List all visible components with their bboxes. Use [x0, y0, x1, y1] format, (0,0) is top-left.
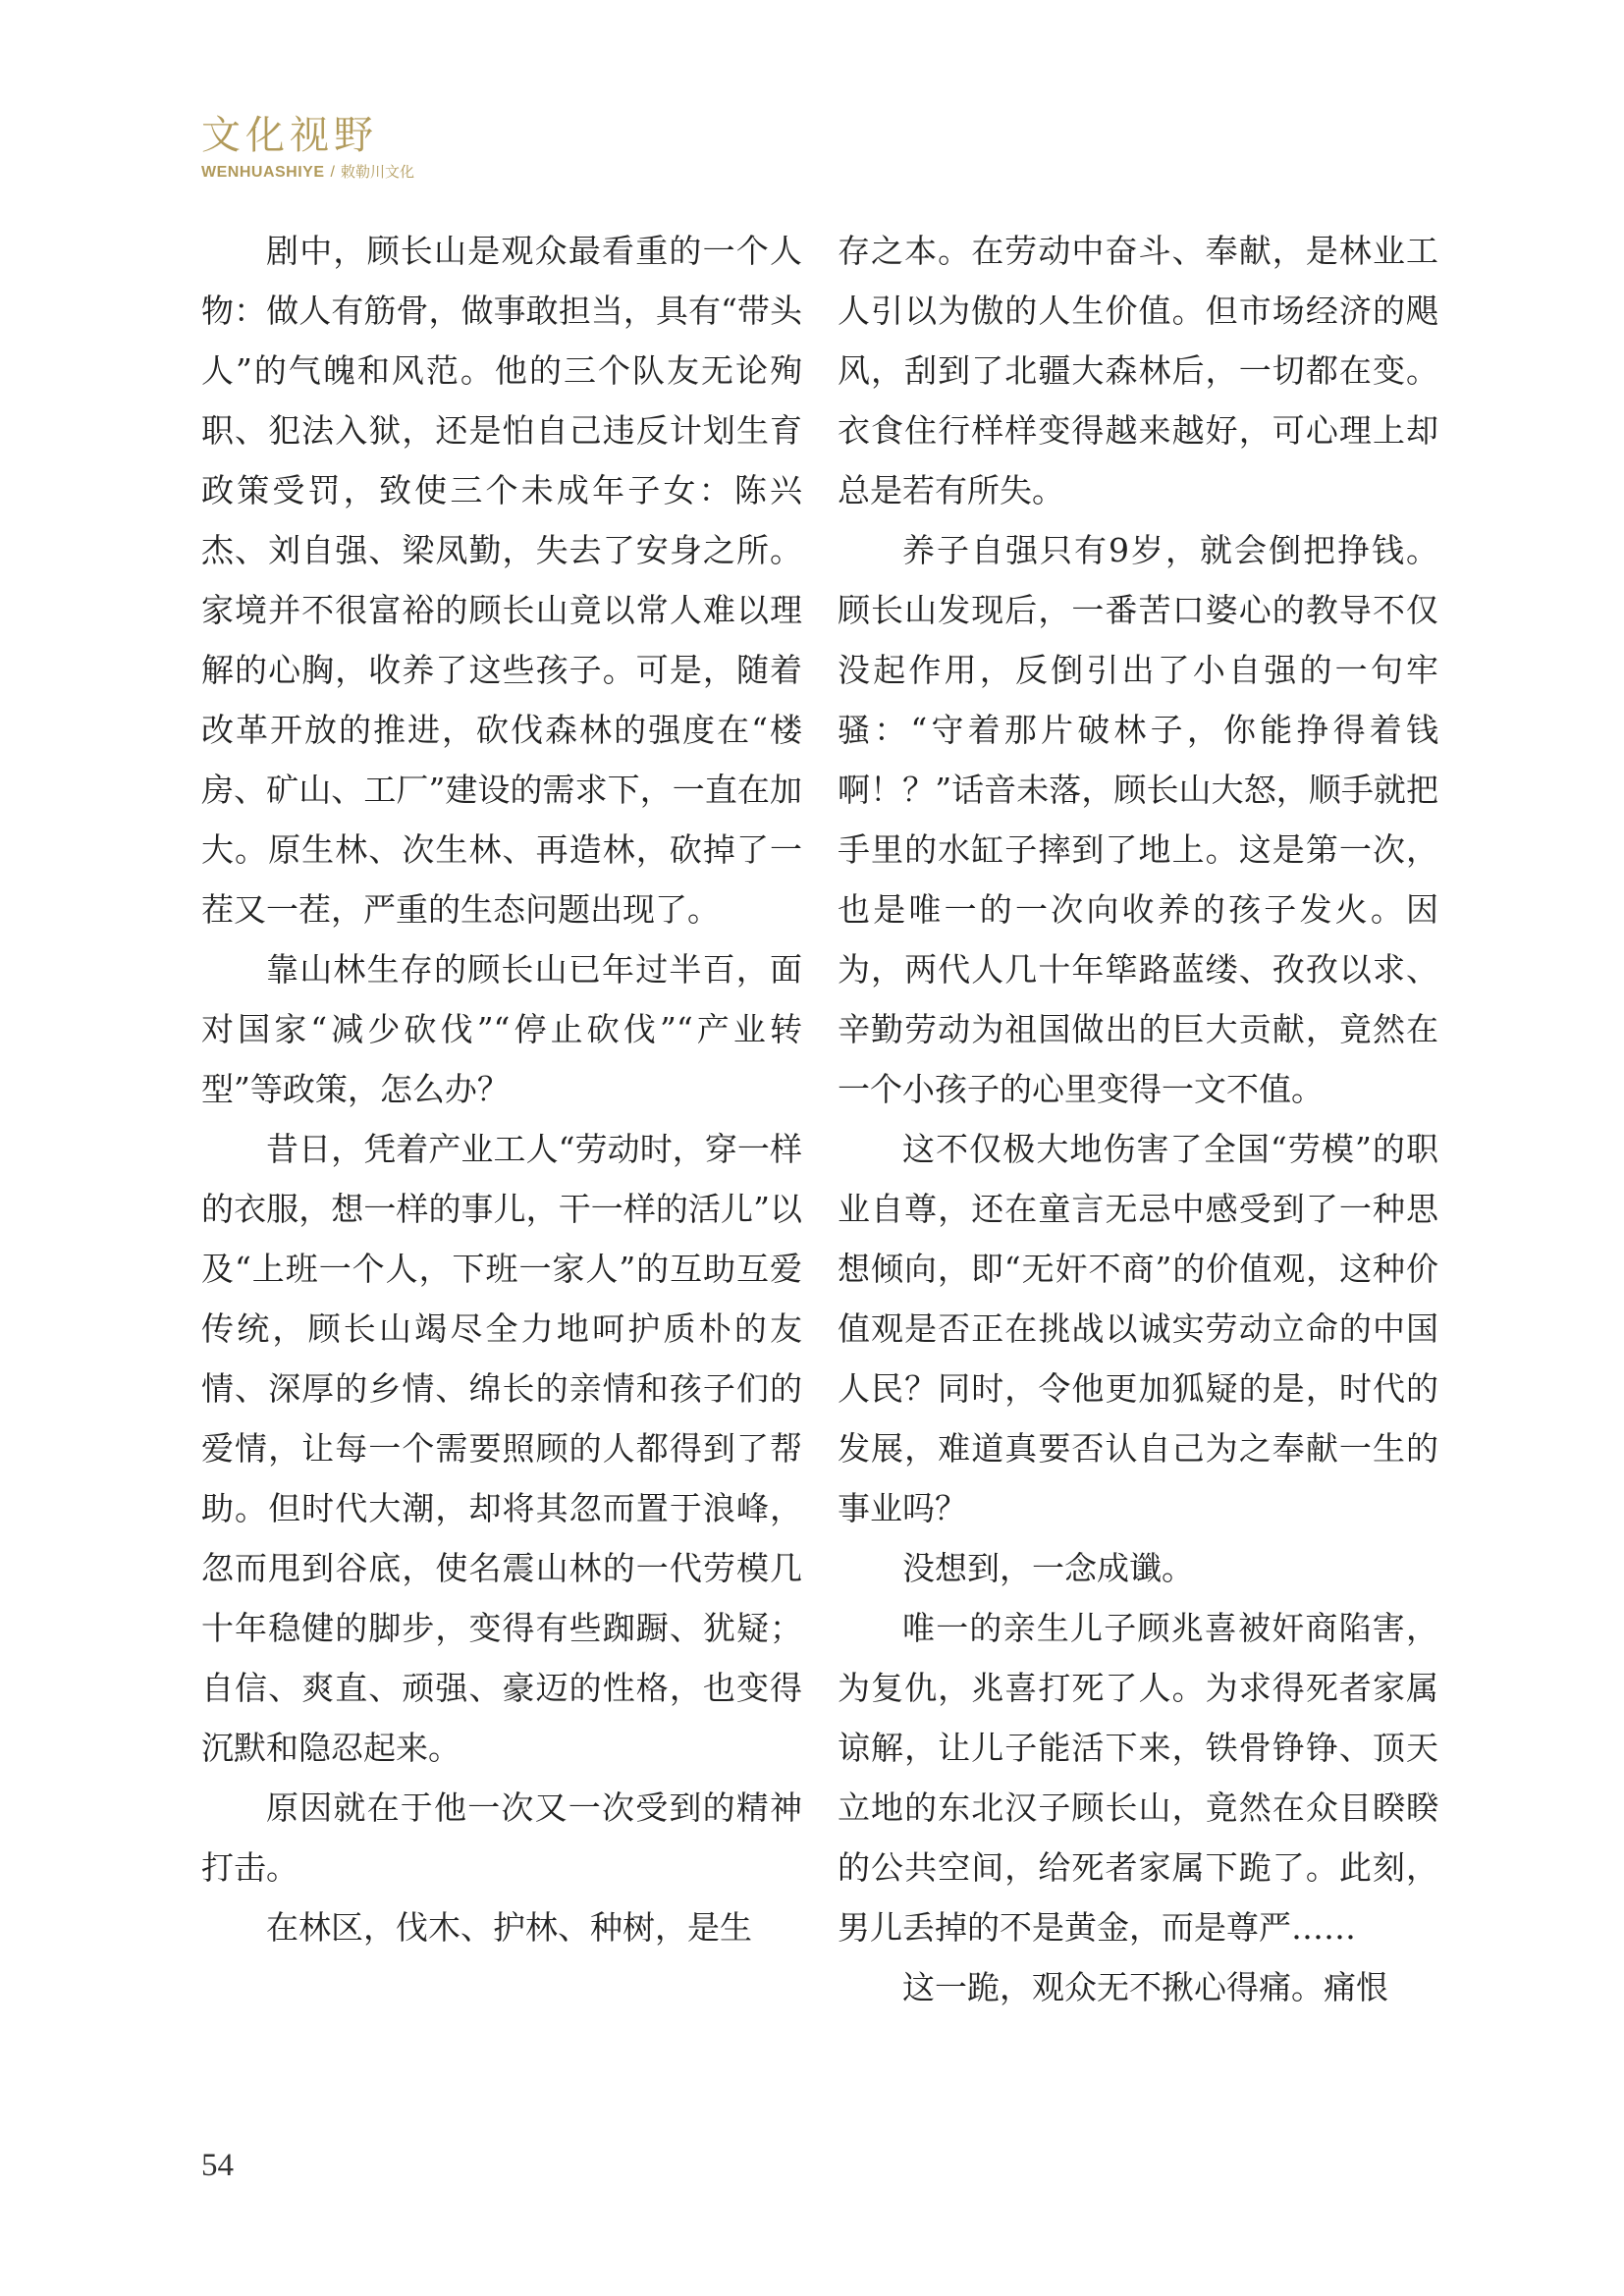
paragraph: 昔日，凭着产业工人“劳动时，穿一样的衣服，想一样的事儿，干一样的活儿”以及“上班一个人，下班一家人”的互助互爱传统，顾长山竭尽全力地呵护质朴的友情、深厚的乡情、绵长的亲情和孩子们的爱情，让每一个需要照顾的人都得到了帮助。但时代大潮，却将其忽而置于浪峰，忽而甩到谷底，使名震山林的一代劳模几十年稳健的脚步，变得有些踟蹰、犹疑；自信、爽直、顽强、豪迈的性格，也变得沉默和隐忍起来。 — [201, 1130, 802, 1767]
column-name: 敕勒川文化 — [340, 163, 414, 181]
paragraph: 剧中，顾长山是观众最看重的一个人物：做人有筋骨，做事敢担当，具有“带头人”的气魄和风范。他的三个队友无论殉职、犯法入狱，还是怕自己违反计划生育政策受罚，致使三个未成年子女：陈兴杰、刘自强、梁凤勤，失去了安身之所。家境并不很富裕的顾长山竟以常人难以理解的心胸，收养了这些孩子。可是，随着改革开放的推进，砍伐森林的强度在“楼房、矿山、工厂”建设的需求下，一直在加大。原生林、次生林、再造林，砍掉了一茬又一茬，严重的生态问题出现了。 — [201, 232, 802, 929]
page-number: 54 — [201, 2148, 234, 2183]
paragraph: 在林区，伐木、护林、种树，是生 — [266, 1908, 752, 1947]
paragraph: 原因就在于他一次又一次受到的精神打击。 — [201, 1789, 802, 1887]
paragraph: 没想到，一念成谶。 — [902, 1549, 1194, 1587]
right-column — [838, 221, 1438, 2017]
paragraph: 靠山林生存的顾长山已年过半百，面对国家“减少砍伐”“停止砍伐”“产业转型”等政策，怎么办？ — [201, 950, 802, 1108]
paragraph: 这一跪，观众无不揪心得痛。痛恨 — [902, 1968, 1388, 2006]
paragraph: 养子自强只有9岁，就会倒把挣钱。顾长山发现后，一番苦口婆心的教导不仅没起作用，反倒引出了小自强的一句牢骚：“守着那片破林子，你能挣得着钱啊！？”话音未落，顾长山大怒，顺手就把手里的水缸子摔到了地上。这是第一次，也是唯一的一次向收养的孩子发火。因为，两代人几十年筚路蓝缕、孜孜以求、辛勤劳动为祖国做出的巨大贡献，竟然在一个小孩子的心里变得一文不值。 — [838, 531, 1438, 1108]
paragraph-continuation: 存之本。在劳动中奋斗、奉献，是林业工人引以为傲的人生价值。但市场经济的飓风，刮到了北疆大森林后，一切都在变。衣食住行样样变得越来越好，可心理上却总是若有所失。 — [838, 232, 1438, 509]
page-header — [201, 110, 414, 184]
paragraph: 这不仅极大地伤害了全国“劳模”的职业自尊，还在童言无忌中感受到了一种思想倾向，即“无奸不商”的价值观，这种价值观是否正在挑战以诚实劳动立命的中国人民？同时，令他更加狐疑的是，时代的发展，难道真要否认自己为之奉献一生的事业吗？ — [838, 1130, 1438, 1527]
section-subtitle — [201, 161, 414, 184]
section-title: 文化视野 — [201, 113, 378, 158]
section-separator: / — [330, 164, 335, 181]
paragraph: 唯一的亲生儿子顾兆喜被奸商陷害，为复仇，兆喜打死了人。为求得死者家属谅解，让儿子能活下来，铁骨铮铮、顶天立地的东北汉子顾长山，竟然在众目睽睽的公共空间，给死者家属下跪了。此刻，男儿丢掉的不是黄金，而是尊严…… — [838, 1609, 1438, 1947]
left-column — [201, 221, 802, 1957]
section-pinyin: WENHUASHIYE — [201, 164, 325, 181]
